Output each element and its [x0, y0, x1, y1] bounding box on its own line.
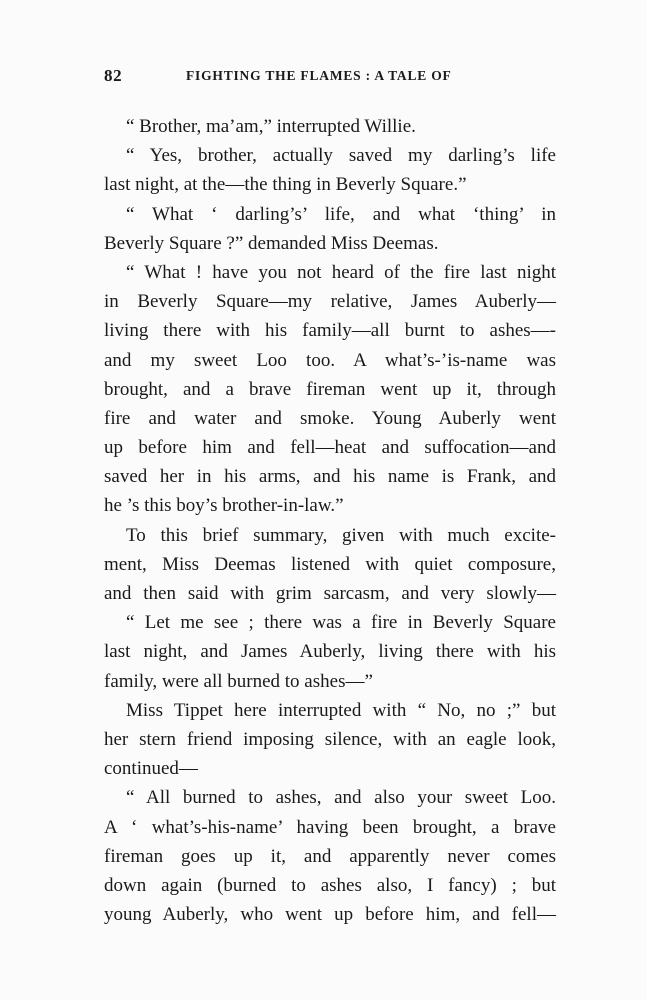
text-line: brought, and a brave fireman went up it, through [104, 378, 556, 400]
text-line: “ Brother, ma’am,” interrupted Willie. [126, 116, 416, 137]
paragraph [104, 608, 556, 696]
page-number: 82 [104, 66, 123, 85]
text-line: fire and water and smoke. Young Auberly went [104, 407, 556, 429]
text-line: To this brief summary, given with much excite- [126, 524, 556, 546]
text-line: “ All burned to ashes, and also your sweet Loo. [126, 787, 556, 809]
text-line: “ Yes, brother, actually saved my darling’s life [126, 145, 556, 167]
text-line: last night, and James Auberly, living there with his [104, 641, 556, 663]
text-line: saved her in his arms, and his name is Frank, and [104, 466, 556, 488]
text-line: and my sweet Loo too. A what’s-’is-name was [104, 349, 556, 371]
text-line: “ What ‘ darling’s’ life, and what ‘thing’ in [126, 203, 556, 225]
paragraph [104, 521, 556, 609]
text-line: and then said with grim sarcasm, and very slowly— [104, 583, 556, 604]
paragraph [104, 141, 556, 199]
running-title: FIGHTING THE FLAMES : A TALE OF [186, 68, 452, 83]
text-line: fireman goes up it, and apparently never comes [104, 845, 556, 867]
paragraph [104, 258, 556, 521]
text-line: A ‘ what’s-his-name’ having been brought, a brave [104, 816, 556, 838]
running-head [104, 66, 556, 90]
paragraph [104, 783, 556, 929]
text-line: young Auberly, who went up before him, and fell— [104, 904, 556, 926]
text-line: living there with his family—all burnt to ashes—- [104, 320, 556, 342]
paragraph [104, 696, 556, 784]
text-line: “ Let me see ; there was a fire in Beverly Square [126, 612, 556, 634]
text-line: family, were all burned to ashes—” [104, 670, 373, 692]
text-line: her stern friend imposing silence, with an eagle look, [104, 728, 556, 750]
body-text [104, 112, 556, 929]
text-line: continued— [104, 758, 198, 780]
text-line: “ What ! have you not heard of the fire last night [126, 261, 556, 283]
text-line: down again (burned to ashes also, I fancy) ; but [104, 874, 556, 896]
text-line: last night, at the—the thing in Beverly Square.” [104, 174, 467, 196]
paragraph [104, 112, 556, 141]
text-line: Beverly Square ?” demanded Miss Deemas. [104, 232, 439, 254]
text-line: ment, Miss Deemas listened with quiet composure, [104, 553, 556, 575]
text-line: Miss Tippet here interrupted with “ No, no ;” but [126, 699, 556, 721]
text-line: up before him and fell—heat and suffocation—and [104, 437, 556, 459]
text-line: he ’s this boy’s brother-in-law.” [104, 495, 344, 517]
text-line: in Beverly Square—my relative, James Auberly— [104, 291, 556, 313]
paragraph [104, 200, 556, 258]
